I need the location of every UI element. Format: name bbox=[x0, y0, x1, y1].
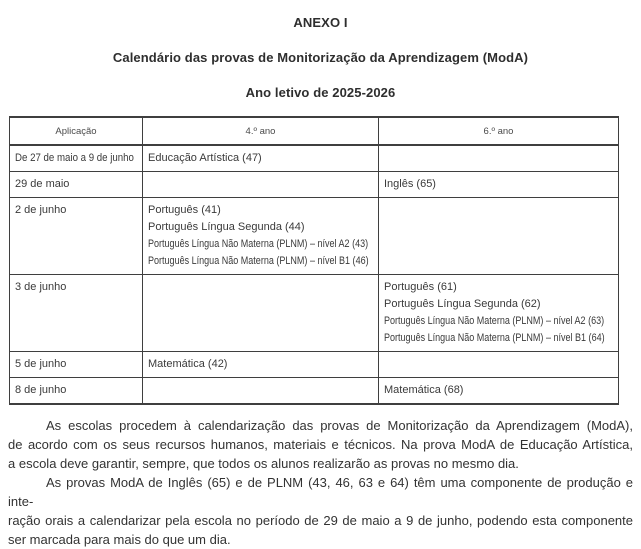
grade4-cell bbox=[143, 275, 379, 352]
application-date: De 27 de maio a 9 de junho bbox=[15, 152, 134, 164]
grade6-cell bbox=[379, 145, 619, 172]
table-row bbox=[10, 145, 619, 172]
paragraph-1-line-3: a escola deve garantir, sempre, que todos os alunos realizarão as provas no mesmo dia. bbox=[8, 456, 519, 471]
column-header-4th-grade: 4.º ano bbox=[143, 117, 379, 145]
exam-entry: Português Língua Não Materna (PLNM) – nível A2 (63) bbox=[384, 315, 605, 327]
grade6-cell bbox=[379, 275, 619, 352]
grade4-cell bbox=[143, 145, 379, 172]
exam-calendar-table bbox=[9, 116, 619, 405]
table-row bbox=[10, 275, 619, 352]
column-header-aplicacao: Aplicação bbox=[10, 117, 143, 145]
application-date-cell: 2 de junho bbox=[10, 198, 143, 275]
grade4-cell bbox=[143, 198, 379, 275]
exam-entry: Português Língua Não Materna (PLNM) – nível B1 (46) bbox=[148, 255, 369, 267]
exam-entry: Inglês (65) bbox=[384, 178, 436, 190]
exam-entry: Português Língua Não Materna (PLNM) – nível B1 (64) bbox=[384, 332, 605, 344]
exam-entry: Matemática (42) bbox=[148, 358, 228, 370]
table-row bbox=[10, 352, 619, 378]
grade6-cell bbox=[379, 198, 619, 275]
exam-entry: Português Língua Não Materna (PLNM) – nível A2 (43) bbox=[148, 238, 369, 250]
table-row bbox=[10, 378, 619, 405]
table-header-row bbox=[10, 117, 619, 145]
application-date-cell bbox=[10, 145, 143, 172]
grade4-cell bbox=[143, 172, 379, 198]
table-row bbox=[10, 172, 619, 198]
body-text bbox=[8, 405, 633, 549]
annex-title: ANEXO I bbox=[293, 15, 348, 30]
paragraph-1-line-1: As escolas procedem à calendarização das provas de Monitorização da Aprendizagem (ModA), bbox=[46, 418, 633, 433]
grade4-cell bbox=[143, 352, 379, 378]
paragraph-2-line-1: As provas ModA de Inglês (65) e de PLNM (43, 46, 63 e 64) têm uma componente de produção e inte- bbox=[8, 475, 633, 509]
application-date-cell: 3 de junho bbox=[10, 275, 143, 352]
grade6-cell bbox=[379, 378, 619, 405]
document-subtitle: Calendário das provas de Monitorização da Aprendizagem (ModA) bbox=[112, 50, 529, 65]
column-header-6th-grade: 6.º ano bbox=[379, 117, 619, 145]
table-row bbox=[10, 198, 619, 275]
application-date-cell: 29 de maio bbox=[10, 172, 143, 198]
exam-entry: Português Língua Segunda (62) bbox=[384, 298, 541, 310]
exam-entry: Português (61) bbox=[384, 281, 457, 293]
grade4-cell bbox=[143, 378, 379, 405]
exam-entry: Português (41) bbox=[148, 204, 221, 216]
school-year-title: Ano letivo de 2025-2026 bbox=[245, 85, 396, 100]
grade6-cell bbox=[379, 172, 619, 198]
paragraph-2-line-3: ser marcada para mais do que um dia. bbox=[8, 532, 231, 547]
application-date-cell: 5 de junho bbox=[10, 352, 143, 378]
paragraph-2-line-2: ração orais a calendarizar pela escola no período de 29 de maio a 9 de junho, podendo esta componente bbox=[8, 513, 633, 528]
exam-entry: Matemática (68) bbox=[384, 384, 464, 396]
grade6-cell bbox=[379, 352, 619, 378]
application-date-cell: 8 de junho bbox=[10, 378, 143, 405]
exam-entry: Educação Artística (47) bbox=[148, 152, 262, 164]
exam-entry: Português Língua Segunda (44) bbox=[148, 221, 305, 233]
paragraph-1-line-2: de acordo com os seus recursos humanos, materiais e técnicos. Na prova ModA de Educação Artística, bbox=[8, 437, 633, 452]
